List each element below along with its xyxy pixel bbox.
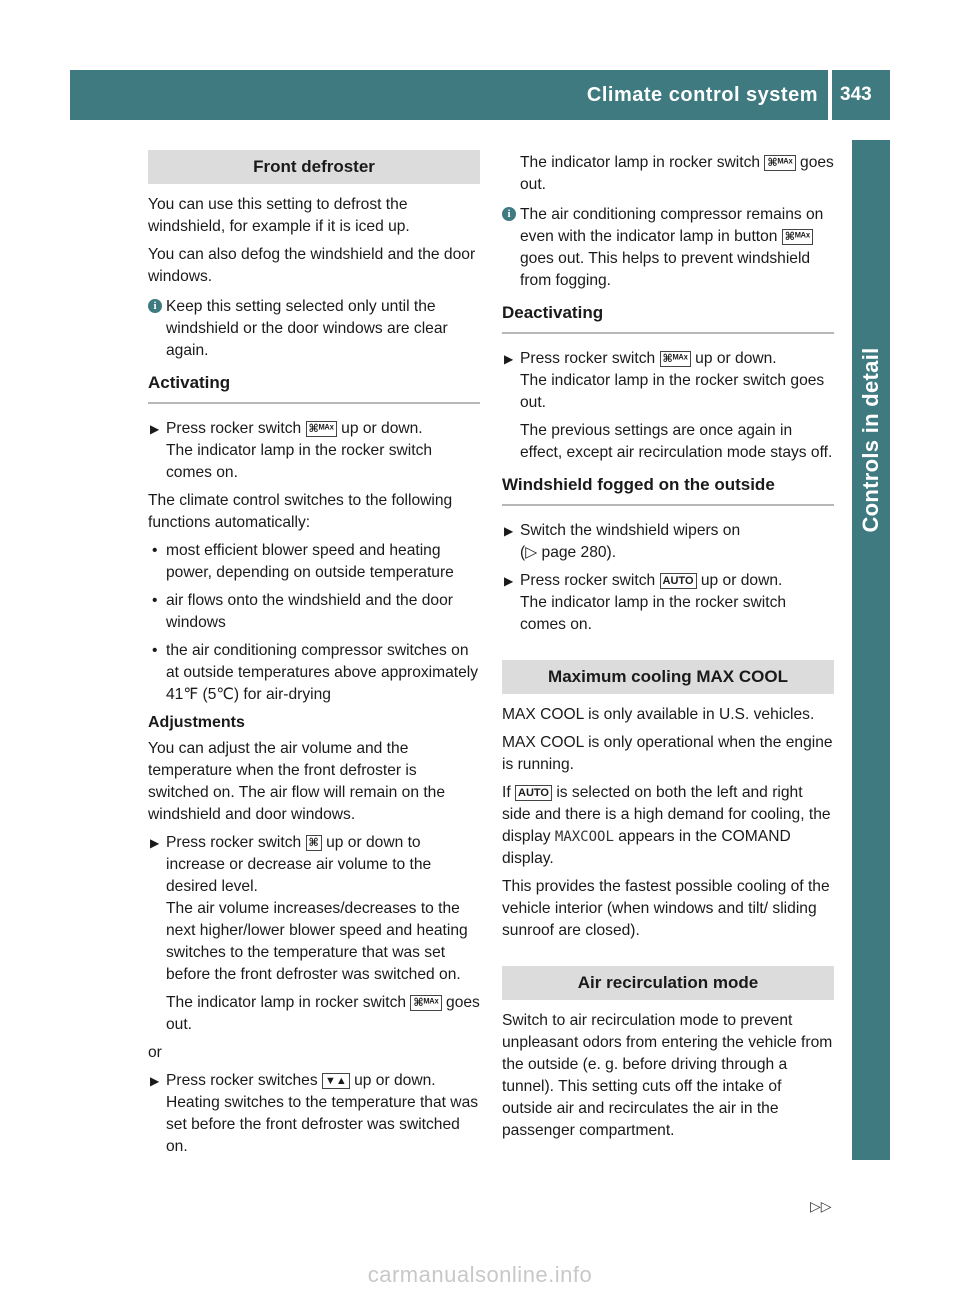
display-text: MAXCOOL bbox=[554, 829, 614, 845]
step-result: The indicator lamp in the rocker switch comes on. bbox=[166, 442, 433, 481]
subheading-windshield-fogged: Windshield fogged on the outside bbox=[502, 474, 834, 506]
info-icon: i bbox=[148, 299, 162, 313]
left-column bbox=[148, 150, 480, 1164]
defrost-max-icon: ⌘ᴹᴬˣ bbox=[782, 229, 813, 245]
step bbox=[148, 1070, 480, 1158]
paragraph: You can also defog the windshield and the door windows. bbox=[148, 246, 476, 285]
side-tab bbox=[852, 140, 890, 1160]
step-result: Heating switches to the temperature that was set before the front defroster was switched on. bbox=[166, 1094, 479, 1155]
spacer bbox=[502, 948, 834, 966]
info-text: The air conditioning compressor remains on even with the indicator lamp in button bbox=[520, 206, 824, 245]
text: is selected on both the left and right side and there is a high demand for cooling, the display bbox=[502, 784, 831, 845]
subheading-adjustments: Adjustments bbox=[148, 714, 245, 731]
info-note bbox=[148, 296, 480, 362]
step-marker-icon: ▶ bbox=[150, 422, 160, 436]
bullet-item bbox=[148, 540, 480, 584]
section-heading-max-cool: Maximum cooling MAX COOL bbox=[502, 660, 834, 694]
step bbox=[148, 832, 480, 986]
step bbox=[502, 570, 834, 636]
lamp-text: The indicator lamp in rocker switch bbox=[520, 154, 761, 171]
text: If bbox=[502, 784, 511, 801]
step-marker-icon: ▶ bbox=[150, 1074, 160, 1088]
step-text: Press rocker switch bbox=[166, 834, 302, 851]
bullet-item bbox=[148, 590, 480, 634]
bullet-icon: • bbox=[152, 642, 158, 659]
lamp-note bbox=[148, 992, 480, 1036]
subheading-activating: Activating bbox=[148, 372, 480, 404]
lamp-text: The indicator lamp in rocker switch bbox=[166, 994, 407, 1011]
step-text: Press rocker switch bbox=[166, 420, 302, 437]
step-text: Press rocker switches bbox=[166, 1072, 318, 1089]
auto-icon: AUTO bbox=[515, 785, 552, 801]
step-text: up or down. bbox=[695, 350, 777, 367]
step-text: up or down. bbox=[354, 1072, 436, 1089]
step bbox=[502, 348, 834, 414]
continue-arrow-icon: ▷▷ bbox=[810, 1198, 832, 1214]
bullet-item bbox=[148, 640, 480, 706]
bullet-icon: • bbox=[152, 592, 158, 609]
page-reference-link[interactable]: (▷ page 280). bbox=[520, 544, 617, 561]
defrost-max-icon: ⌘ᴹᴬˣ bbox=[410, 995, 441, 1011]
page-title: Climate control system bbox=[586, 84, 818, 106]
side-tab-label: Controls in detail bbox=[858, 347, 883, 533]
step-text: Switch the windshield wipers on bbox=[520, 522, 741, 539]
step-text: up or down. bbox=[341, 420, 423, 437]
step-marker-icon: ▶ bbox=[504, 352, 514, 366]
paragraph: You can use this setting to defrost the windshield, for example if it is iced up. bbox=[148, 196, 410, 235]
header-divider bbox=[828, 70, 832, 120]
fan-icon: ⌘ bbox=[306, 835, 322, 851]
step-marker-icon: ▶ bbox=[504, 524, 514, 538]
section-heading-air-recirculation: Air recirculation mode bbox=[502, 966, 834, 1000]
bullet-text: air flows onto the windshield and the door windows bbox=[166, 592, 453, 631]
step bbox=[502, 520, 834, 564]
step bbox=[148, 418, 480, 484]
watermark: carmanualsonline.info bbox=[367, 1262, 593, 1287]
step-result: The indicator lamp in the rocker switch goes out. bbox=[520, 372, 825, 411]
step-result: The air volume increases/decreases to the next higher/lower blower speed and heating switches to the temperature that was set before the front defroster was switched on. bbox=[166, 900, 468, 983]
step-text: Press rocker switch bbox=[520, 350, 656, 367]
defrost-max-icon: ⌘ᴹᴬˣ bbox=[306, 421, 337, 437]
temperature-icon: ▼▲ bbox=[322, 1073, 350, 1089]
defrost-max-icon: ⌘ᴹᴬˣ bbox=[764, 155, 795, 171]
info-text: goes out. This helps to prevent windshield from fogging. bbox=[520, 250, 811, 289]
bullet-icon: • bbox=[152, 542, 158, 559]
text: appears in the COMAND display. bbox=[502, 828, 791, 867]
paragraph: The previous settings are once again in effect, except air recirculation mode stays off. bbox=[520, 422, 833, 461]
step-marker-icon: ▶ bbox=[150, 836, 160, 850]
lamp-note bbox=[502, 152, 834, 196]
paragraph: The climate control switches to the following functions automatically: bbox=[148, 492, 453, 531]
step-text: Press rocker switch bbox=[520, 572, 656, 589]
info-icon: i bbox=[502, 207, 516, 221]
step-result: The indicator lamp in the rocker switch comes on. bbox=[520, 594, 787, 633]
right-column bbox=[502, 152, 834, 1148]
step-text: up or down. bbox=[700, 572, 783, 589]
lamp-text: goes out. bbox=[166, 994, 480, 1033]
bullet-text: most efficient blower speed and heating power, depending on outside temperature bbox=[166, 542, 454, 581]
lamp-text: goes out. bbox=[520, 154, 834, 193]
auto-icon: AUTO bbox=[660, 573, 697, 589]
spacer bbox=[502, 642, 834, 660]
or-text: or bbox=[148, 1044, 162, 1061]
paragraph: MAX COOL is only available in U.S. vehicles. bbox=[502, 706, 815, 723]
defrost-max-icon: ⌘ᴹᴬˣ bbox=[660, 351, 691, 367]
page-number: 343 bbox=[840, 84, 872, 105]
info-note bbox=[502, 204, 834, 292]
paragraph bbox=[502, 782, 834, 870]
bullet-text: the air conditioning compressor switches on at outside temperatures above approximately 41℉ (5℃) for air-drying bbox=[166, 642, 479, 703]
step-text: up or down to increase or decrease air volume to the desired level. bbox=[166, 834, 432, 895]
paragraph: You can adjust the air volume and the temperature when the front defroster is switched on. The air flow will remain on the windshield and door windows. bbox=[148, 740, 445, 823]
paragraph: Switch to air recirculation mode to prevent unpleasant odors from entering the vehicle from the outside (e. g. before driving through a tunnel). This setting cuts off the intake of outside air and recirculates the air in the passenger compartment. bbox=[502, 1012, 833, 1139]
info-text: Keep this setting selected only until the windshield or the door windows are clear again. bbox=[166, 298, 448, 359]
subheading-deactivating: Deactivating bbox=[502, 302, 834, 334]
paragraph: This provides the fastest possible cooling of the vehicle interior (when windows and tilt/ sliding sunroof are closed). bbox=[502, 878, 830, 939]
paragraph: MAX COOL is only operational when the engine is running. bbox=[502, 734, 833, 773]
section-heading-front-defroster: Front defroster bbox=[148, 150, 480, 184]
step-marker-icon: ▶ bbox=[504, 574, 514, 588]
